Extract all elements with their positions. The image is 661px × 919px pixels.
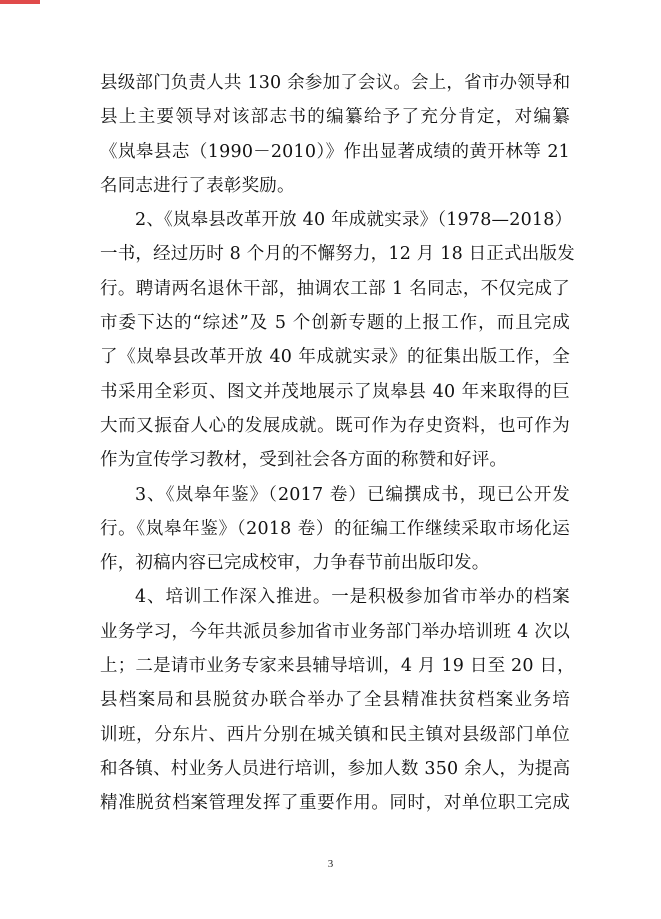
paragraph-start-line: 4、培训工作深入推进。一是积极参加省市举办的档案 [135, 587, 570, 608]
text-line: 县级部门负责人共 130 余参加了会议。会上，省市办领导和 [100, 73, 571, 93]
text-line: 作，初稿内容已完成校审，力争春节前出版印发。 [100, 553, 490, 574]
text-line: 行。聘请两名退休干部，抽调农工部 1 名同志，不仅完成了 [100, 278, 570, 299]
text-line: 县上主要领导对该部志书的编纂给予了充分肯定，对编纂 [100, 107, 570, 128]
paragraph-start-line: 3、《岚皋年鉴》（2017 卷）已编撰成书，现已公开发 [135, 484, 570, 505]
text-line: 书采用全彩页、图文并茂地展示了岚皋县 40 年来取得的巨 [100, 381, 570, 402]
document-body [100, 66, 575, 821]
text-line: 行。《岚皋年鉴》（2018 卷）的征编工作继续采取市场化运 [100, 518, 570, 539]
text-line: 大而又振奋人心的发展成就。既可作为存史资料，也可作为 [100, 415, 570, 436]
text-line: 了《岚皋县改革开放 40 年成就实录》的征集出版工作，全 [100, 347, 570, 368]
text-line: 训班，分东片、西片分别在城关镇和民主镇对县级部门单位 [100, 724, 570, 745]
text-line: 上；二是请市业务专家来县辅导培训，4 月 19 日至 20 日， [100, 656, 575, 677]
page-number: 3 [327, 858, 334, 870]
text-line: 精准脱贫档案管理发挥了重要作用。同时，对单位职工完成 [100, 793, 570, 814]
text-line: 市委下达的“综述”及 5 个创新专题的上报工作，而且完成 [100, 313, 570, 334]
text-line: 和各镇、村业务人员进行培训，参加人数 350 余人，为提高 [100, 758, 571, 779]
text-line: 一书，经过历时 8 个月的不懈努力，12 月 18 日正式出版发 [100, 244, 575, 265]
paragraph-start-line: 2、《岚皋县改革开放 40 年成就实录》（1978—2018） [135, 210, 573, 231]
text-line: 《岚皋县志（1990－2010）》作出显著成绩的黄开林等 21 [100, 141, 570, 162]
text-line: 名同志进行了表彰奖励。 [100, 175, 295, 196]
text-line: 业务学习，今年共派员参加省市业务部门举办培训班 4 次以 [100, 621, 570, 642]
text-line: 县档案局和县脱贫办联合举办了全县精准扶贫档案业务培 [100, 690, 570, 711]
corner-mark [0, 0, 40, 4]
text-line: 作为宣传学习教材，受到社会各方面的称赞和好评。 [100, 450, 508, 471]
